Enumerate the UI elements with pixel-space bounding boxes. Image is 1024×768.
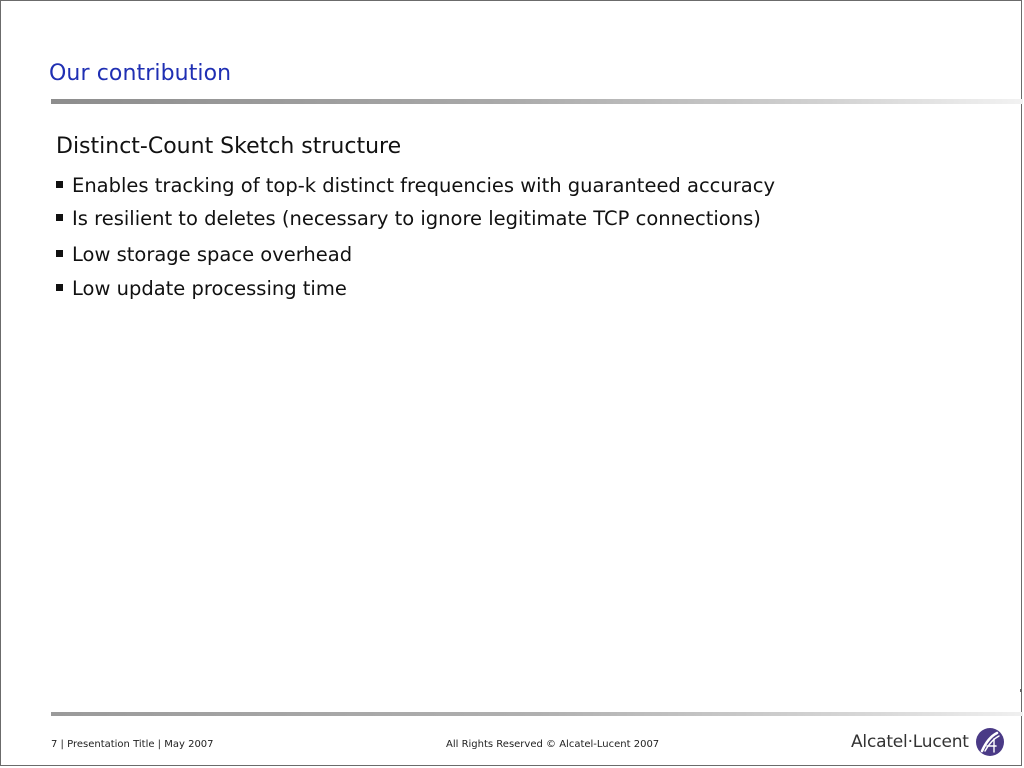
slide-content bbox=[56, 133, 956, 300]
bullet-item bbox=[56, 207, 761, 231]
company-logo bbox=[851, 727, 1005, 757]
bullet-text: Low update processing time bbox=[72, 277, 347, 300]
content-heading: Distinct-Count Sketch structure bbox=[56, 134, 402, 159]
logo-wordmark: Alcatel·Lucent bbox=[851, 732, 969, 752]
bullet-text: Is resilient to deletes (necessary to ignore legitimate TCP connections) bbox=[72, 207, 761, 230]
bullet-text: Enables tracking of top-k distinct frequencies with guaranteed accuracy bbox=[72, 174, 775, 197]
edge-mark bbox=[1020, 689, 1022, 692]
footer-slide-info: 7 | Presentation Title | May 2007 bbox=[51, 739, 214, 750]
bullet-item bbox=[56, 277, 347, 301]
square-bullet-icon bbox=[56, 214, 63, 221]
square-bullet-icon bbox=[56, 250, 63, 257]
square-bullet-icon bbox=[56, 181, 63, 188]
bullet-item bbox=[56, 174, 775, 198]
square-bullet-icon bbox=[56, 284, 63, 291]
slide-title: Our contribution bbox=[49, 61, 232, 86]
footer-divider bbox=[51, 712, 1023, 716]
bullet-item bbox=[56, 243, 352, 267]
bullet-text: Low storage space overhead bbox=[72, 243, 353, 266]
footer-copyright: All Rights Reserved © Alcatel-Lucent 2007 bbox=[446, 739, 660, 750]
alcatel-lucent-logo-icon bbox=[975, 727, 1005, 757]
title-divider bbox=[51, 99, 1023, 104]
